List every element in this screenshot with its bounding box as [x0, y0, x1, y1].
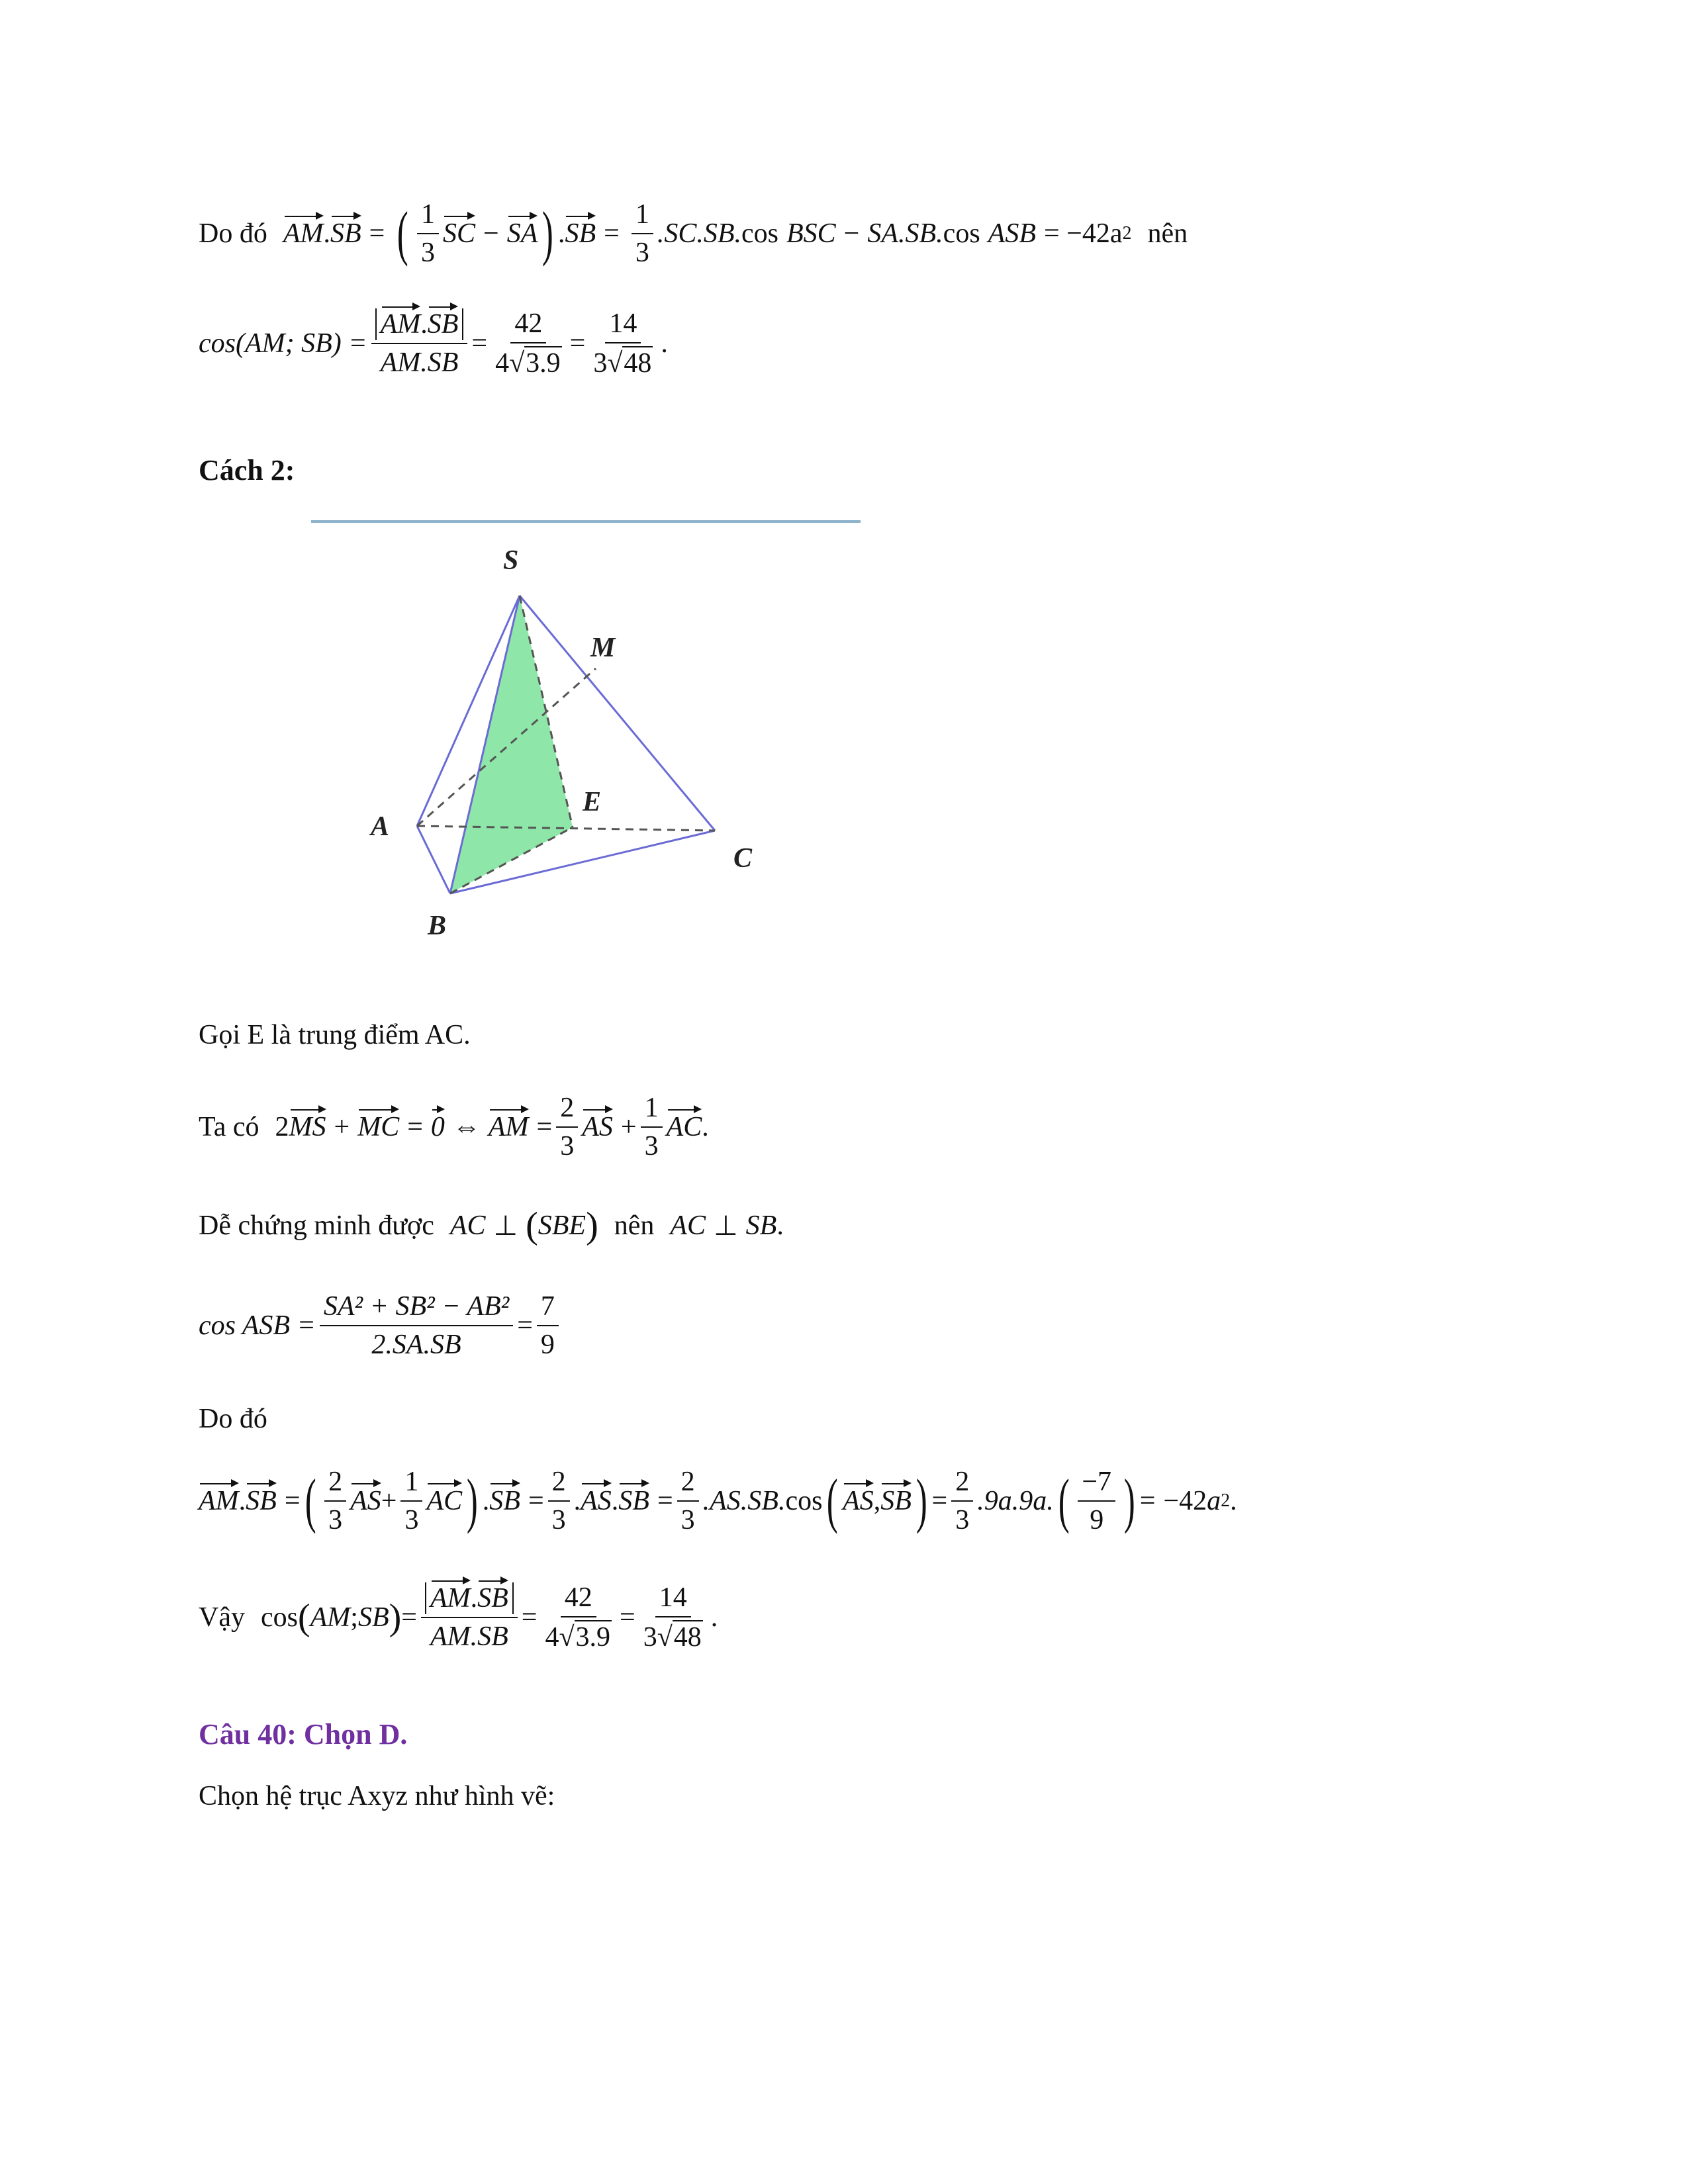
- label-S: S: [503, 545, 519, 576]
- cos-lhs: cos(AM; SB) =: [199, 328, 367, 359]
- vector-AM: AM: [283, 218, 324, 249]
- equation-dot-product: AM . SB = ( $\frac{2}{3}$ AS + $\frac{1}{3}$ AC ) . SB = $\frac{2}{3}$ . AS . SB = $\frac{2}{3}$ .AS.SB. cos ( AS , SB ) = $\frac{2}{3}$ .9a.9a. ( $\frac{-7}{9}$ ) = −42 a 2 .: [199, 1467, 1237, 1535]
- pyramid-figure: [305, 510, 874, 960]
- label-E: E: [583, 787, 602, 817]
- triangle-SBE-face: [450, 596, 573, 893]
- label-A: A: [371, 811, 390, 842]
- equation-vay: Vậy cos ( AM ; SB ) = $\frac{AM.SB}{AM.SB}$ = $\frac{42}{4√3.9}$ = $\frac{14}{3√48}$ .: [199, 1582, 718, 1653]
- equation-line-1: Do đó AM . SB = ( $\frac{1}{3}$ SC − SA ) . SB = $\frac{1}{3}$ .SC.SB. cos BSC − SA.SB. cos ASB = −42a 2 nên: [199, 199, 1188, 268]
- equation-perpendicular: Dễ chứng minh được AC ⊥ ( SBE ) nên AC ⊥ SB .: [199, 1205, 784, 1246]
- equation-line-2: cos(AM; SB) = $\frac{AM.SB}{AM.SB}$ = $\frac{42}{4√3.9}$ = $\frac{14}{3√48}$ .: [199, 308, 668, 379]
- label-C: C: [733, 843, 753, 874]
- label-M: M: [590, 633, 616, 663]
- text-nen: nên: [1147, 218, 1188, 249]
- line1-result: = −42a: [1043, 218, 1123, 249]
- equation-cos-asb: cos ASB = $\frac{\text{SA² + SB² − AB²}}{2.SA.SB}$ = $\frac{7}{9}$: [199, 1291, 563, 1361]
- heading-cau-40: Câu 40: Chọn D.: [199, 1718, 408, 1751]
- text-do-do-2: Do đó: [199, 1404, 267, 1434]
- text-goi-e: Gọi E là trung điểm AC.: [199, 1020, 471, 1050]
- label-B: B: [428, 911, 447, 941]
- text-do-do: Do đó: [199, 218, 267, 249]
- equation-ta-co: Ta có 2 MS + MC = 0 ⇔ AM = $\frac{2}{3}$ AS + $\frac{1}{3}$ AC .: [199, 1093, 709, 1161]
- text-chon-he-truc: Chọn hệ trục Axyz như hình vẽ:: [199, 1781, 555, 1811]
- heading-cach-2: Cách 2:: [199, 454, 295, 486]
